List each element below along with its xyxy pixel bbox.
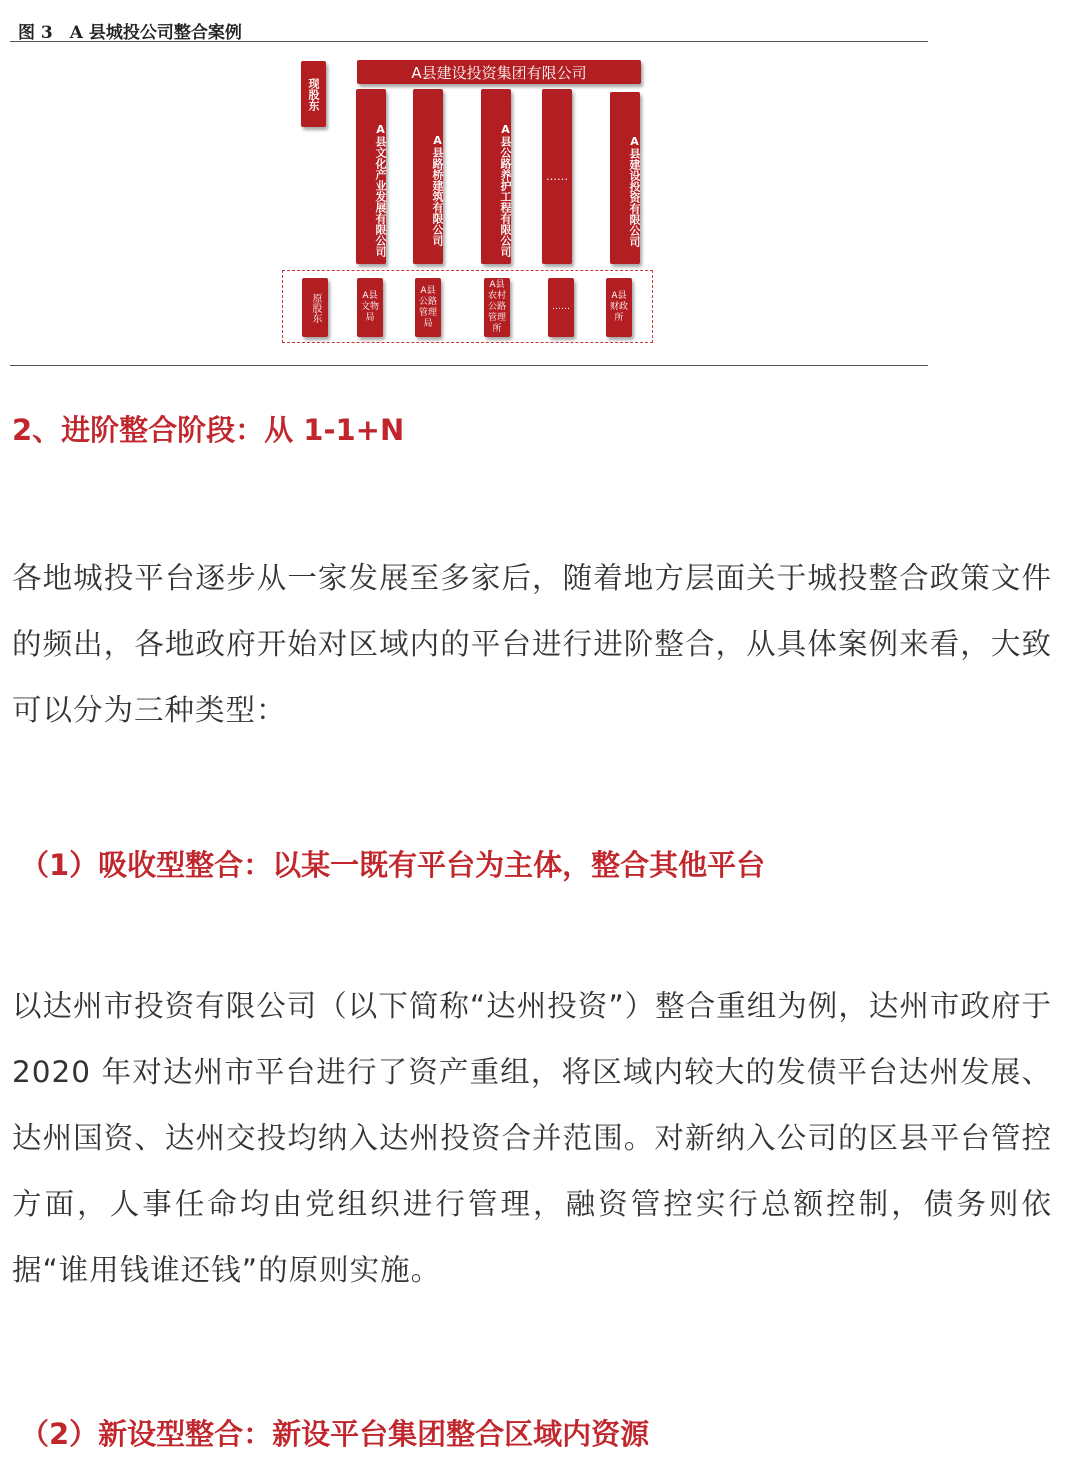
- intro-paragraph: 各地城投平台逐步从一家发展至多家后，随着地方层面关于城投整合政策文件的频出，各地政府开始对区域内的平台进行进阶整合，从具体案例来看，大致可以分为三种类型：: [12, 561, 1052, 727]
- original-shareholder-box: 原股东: [302, 278, 328, 337]
- subheading-absorption: （1）吸收型整合：以某一既有平台为主体，整合其他平台: [20, 848, 766, 882]
- holder-box-1-line: A县: [362, 291, 378, 301]
- holder-box-1-line: 局: [365, 313, 375, 323]
- holder-box-2-line: 局: [423, 318, 433, 329]
- holder-box-3-line: 公路: [487, 302, 506, 312]
- holder-box-1-line: 文物: [360, 302, 379, 312]
- holder-box-5-line: 所: [614, 313, 624, 323]
- holder-box-3-line: A县: [489, 280, 505, 290]
- holder-box-3-line: 管理: [487, 313, 506, 323]
- subsidiary-box-1: A县文化产业发展有限公司: [356, 89, 386, 264]
- subsidiary-box-2: A县路桥建筑有限公司: [413, 89, 443, 264]
- subsidiary-box-3: A县公路养护工程有限公司: [481, 89, 511, 264]
- figure-title: 图 3 A 县城投公司整合案例: [18, 23, 242, 43]
- holder-box-ellipsis-line: ……: [552, 302, 570, 312]
- holder-box-2: [415, 278, 441, 337]
- holder-box-2-line: A县: [420, 285, 436, 296]
- holder-box-5-line: 财政: [609, 302, 628, 312]
- section-heading: 2、进阶整合阶段：从 1-1+N: [12, 413, 405, 447]
- current-shareholder-box: 现股东: [301, 61, 326, 127]
- holder-box-5-line: A县: [611, 291, 627, 301]
- subsidiary-box-5: A县建设投资有限公司: [610, 92, 640, 264]
- group-company-box: A县建设投资集团有限公司: [357, 60, 641, 84]
- figure-bottom-rule: [10, 365, 928, 366]
- holder-box-3-line: 所: [492, 324, 502, 334]
- figure-top-rule: [10, 41, 928, 42]
- subheading-new-setup: （2）新设型整合：新设平台集团整合区域内资源: [20, 1417, 650, 1451]
- holder-box-5: [606, 278, 632, 337]
- holder-box-1: [357, 278, 383, 337]
- holder-box-3-line: 农村: [487, 291, 506, 301]
- holder-box-ellipsis: [548, 278, 574, 337]
- subsidiary-box-ellipsis: ……: [542, 89, 572, 264]
- holder-box-3: [484, 278, 510, 337]
- paragraph-dazhou-case: 以达州市投资有限公司（以下简称“达州投资”）整合重组为例，达州市政府于 2020 年对达州市平台进行了资产重组，将区域内较大的发债平台达州发展、达州国资、达州交投均纳入达州投资合并范围。对新纳入公司的区县平台管控方面，人事任命均由党组织进行管理，融资管控实行总额控制，债务则依据“谁用钱谁还钱”的原则实施。: [12, 989, 1052, 1287]
- holder-box-2-line: 管理: [418, 307, 437, 318]
- holder-box-2-line: 公路: [418, 296, 437, 307]
- original-shareholders-frame: [282, 270, 653, 343]
